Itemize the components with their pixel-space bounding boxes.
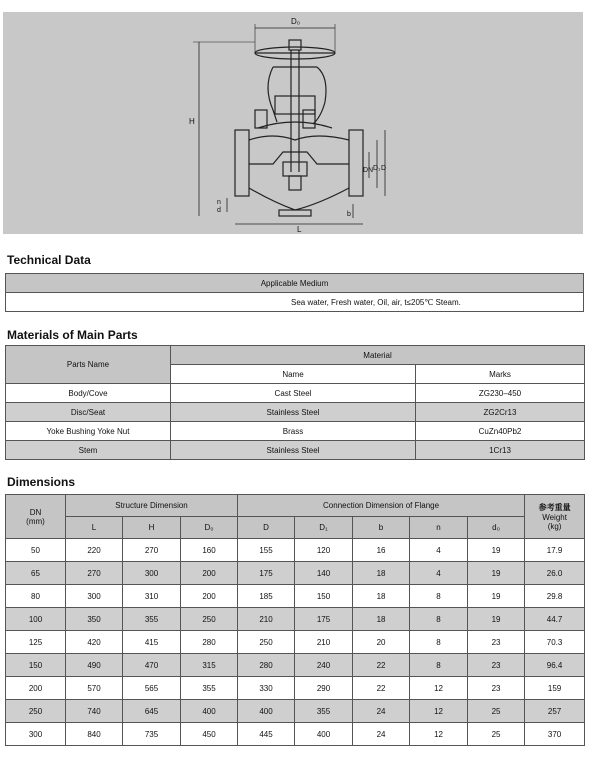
dimension-col-header: D₁ — [295, 517, 353, 539]
dimension-cell: 25 — [468, 723, 525, 746]
dimension-cell: 155 — [238, 539, 295, 562]
dimension-cell: 12 — [410, 723, 468, 746]
dimension-cell: 740 — [66, 700, 123, 723]
label-dn: DN — [363, 167, 374, 174]
dimension-cell: 96.4 — [525, 654, 585, 677]
dimension-cell: 185 — [238, 585, 295, 608]
parts-name-header: Parts Name — [6, 346, 171, 384]
label-d: D — [381, 165, 387, 172]
dimension-cell: 300 — [123, 562, 181, 585]
dimension-cell: 290 — [295, 677, 353, 700]
table-row — [6, 608, 585, 631]
dimension-cell: 100 — [6, 608, 66, 631]
marks-cell: CuZn40Pb2 — [416, 422, 585, 441]
dimension-cell: 12 — [410, 700, 468, 723]
dimension-cell: 330 — [238, 677, 295, 700]
part-cell: Stem — [6, 441, 171, 460]
dimension-cell: 12 — [410, 677, 468, 700]
dimension-cell: 23 — [468, 677, 525, 700]
dimension-cell: 20 — [353, 631, 410, 654]
dn-label: DN — [29, 507, 42, 517]
dimension-cell: 370 — [525, 723, 585, 746]
label-h: H — [189, 117, 195, 126]
valve-drawing — [3, 12, 583, 234]
flange-right — [349, 130, 363, 196]
dimension-cell: 470 — [123, 654, 181, 677]
dimension-cell: 250 — [6, 700, 66, 723]
dimensions-title: Dimensions — [7, 475, 76, 489]
table-row — [6, 441, 585, 460]
label-d1: D₁ — [373, 165, 381, 172]
dimension-cell: 22 — [353, 654, 410, 677]
dimension-cell: 140 — [295, 562, 353, 585]
dimension-cell: 200 — [6, 677, 66, 700]
valve-disc — [283, 162, 307, 176]
table-row — [6, 654, 585, 677]
dimension-col-header: n — [410, 517, 468, 539]
dimension-cell: 18 — [353, 562, 410, 585]
dimension-cell: 240 — [295, 654, 353, 677]
dimension-cell: 445 — [238, 723, 295, 746]
table-row — [6, 384, 585, 403]
dimension-cell: 735 — [123, 723, 181, 746]
dimension-col-header: b — [353, 517, 410, 539]
applicable-medium-header: Applicable Medium — [6, 274, 584, 293]
dimensions-table — [5, 494, 585, 746]
dimension-cell: 65 — [6, 562, 66, 585]
dimension-cell: 420 — [66, 631, 123, 654]
gland-bolt-right — [303, 110, 315, 128]
dimension-cell: 175 — [238, 562, 295, 585]
dimension-cell: 19 — [468, 562, 525, 585]
dimension-cell: 50 — [6, 539, 66, 562]
dimension-cell: 125 — [6, 631, 66, 654]
dimension-cell: 350 — [66, 608, 123, 631]
dimension-cell: 280 — [238, 654, 295, 677]
dimension-cell: 310 — [123, 585, 181, 608]
dimension-cell: 355 — [123, 608, 181, 631]
label-d-small: d — [217, 207, 221, 214]
dimension-cell: 400 — [295, 723, 353, 746]
label-d0: D₀ — [291, 17, 301, 26]
dimension-cell: 450 — [181, 723, 238, 746]
dimension-cell: 160 — [181, 539, 238, 562]
dimension-cell: 120 — [295, 539, 353, 562]
table-row — [6, 539, 585, 562]
dimension-cell: 270 — [66, 562, 123, 585]
marks-header: Marks — [416, 365, 585, 384]
weight-cn-label: 参考重量 — [538, 503, 571, 512]
materials-title: Materials of Main Parts — [7, 328, 138, 342]
part-cell: Disc/Seat — [6, 403, 171, 422]
name-header: Name — [171, 365, 416, 384]
dimension-cell: 280 — [181, 631, 238, 654]
dimension-cell: 23 — [468, 631, 525, 654]
dimension-cell: 70.3 — [525, 631, 585, 654]
dimension-cell: 257 — [525, 700, 585, 723]
dimension-col-header: d₀ — [468, 517, 525, 539]
table-row — [6, 677, 585, 700]
dimension-cell: 8 — [410, 585, 468, 608]
table-row — [6, 562, 585, 585]
dimension-cell: 44.7 — [525, 608, 585, 631]
part-cell: Yoke Bushing Yoke Nut — [6, 422, 171, 441]
table-row — [6, 700, 585, 723]
dimension-cell: 270 — [123, 539, 181, 562]
flange-left — [235, 130, 249, 196]
dimension-cell: 18 — [353, 585, 410, 608]
table-row — [6, 631, 585, 654]
dimension-cell: 315 — [181, 654, 238, 677]
dimension-cell: 175 — [295, 608, 353, 631]
applicable-medium-value: Sea water, Fresh water, Oil, air, t≤205℃ Steam. — [6, 293, 584, 312]
weight-label: Weight — [542, 513, 567, 522]
stem-top — [289, 40, 301, 50]
dimension-cell: 23 — [468, 654, 525, 677]
technical-data-title: Technical Data — [7, 253, 91, 267]
marks-cell: ZG230–450 — [416, 384, 585, 403]
dimension-cell: 150 — [6, 654, 66, 677]
label-n: n — [217, 199, 221, 206]
dimension-cell: 355 — [181, 677, 238, 700]
material-header: Material — [171, 346, 585, 365]
name-cell: Stainless Steel — [171, 441, 416, 460]
dimension-cell: 22 — [353, 677, 410, 700]
dimension-cell: 200 — [181, 562, 238, 585]
materials-table — [5, 345, 585, 460]
table-row — [6, 585, 585, 608]
dimension-cell: 645 — [123, 700, 181, 723]
dimension-cell: 490 — [66, 654, 123, 677]
dimension-cell: 570 — [66, 677, 123, 700]
dn-header — [6, 495, 66, 539]
dimension-cell: 200 — [181, 585, 238, 608]
dimension-cell: 19 — [468, 608, 525, 631]
dimension-cell: 8 — [410, 654, 468, 677]
dimension-cell: 29.8 — [525, 585, 585, 608]
structure-dimension-header: Structure Dimension — [66, 495, 238, 517]
dimension-cell: 24 — [353, 700, 410, 723]
part-cell: Body/Cove — [6, 384, 171, 403]
valve-cross-section-svg — [3, 12, 583, 234]
dimension-cell: 4 — [410, 539, 468, 562]
dimension-cell: 150 — [295, 585, 353, 608]
dimension-cell: 19 — [468, 585, 525, 608]
dimension-col-header: D₀ — [181, 517, 238, 539]
marks-cell: ZG2Cr13 — [416, 403, 585, 422]
dimension-cell: 400 — [181, 700, 238, 723]
dimension-cell: 4 — [410, 562, 468, 585]
dimension-cell: 18 — [353, 608, 410, 631]
name-cell: Cast Steel — [171, 384, 416, 403]
dimension-cell: 80 — [6, 585, 66, 608]
dimension-cell: 16 — [353, 539, 410, 562]
dimension-col-header: L — [66, 517, 123, 539]
dimension-col-header: H — [123, 517, 181, 539]
table-row — [6, 403, 585, 422]
marks-cell: 1Cr13 — [416, 441, 585, 460]
dimension-cell: 250 — [181, 608, 238, 631]
weight-header — [525, 495, 585, 539]
table-row — [6, 422, 585, 441]
dimension-cell: 565 — [123, 677, 181, 700]
dimension-cell: 25 — [468, 700, 525, 723]
dimension-cell: 220 — [66, 539, 123, 562]
dimension-cell: 355 — [295, 700, 353, 723]
label-l: L — [297, 225, 302, 234]
weight-unit: (kg) — [547, 522, 562, 531]
dimension-cell: 300 — [66, 585, 123, 608]
name-cell: Brass — [171, 422, 416, 441]
table-row — [6, 723, 585, 746]
dimension-cell: 8 — [410, 631, 468, 654]
dimension-cell: 17.9 — [525, 539, 585, 562]
label-b: b — [347, 211, 351, 218]
dimension-cell: 210 — [238, 608, 295, 631]
technical-data-table — [5, 273, 584, 312]
dimension-cell: 159 — [525, 677, 585, 700]
connection-dimension-header: Connection Dimension of Flange — [238, 495, 525, 517]
dimension-cell: 415 — [123, 631, 181, 654]
dimension-col-header: D — [238, 517, 295, 539]
dimension-cell: 24 — [353, 723, 410, 746]
dimension-cell: 26.0 — [525, 562, 585, 585]
dimension-cell: 840 — [66, 723, 123, 746]
dimension-cell: 250 — [238, 631, 295, 654]
dimension-cell: 8 — [410, 608, 468, 631]
dimension-cell: 19 — [468, 539, 525, 562]
dn-unit: (mm) — [26, 516, 45, 526]
dimension-cell: 400 — [238, 700, 295, 723]
dimension-cell: 210 — [295, 631, 353, 654]
name-cell: Stainless Steel — [171, 403, 416, 422]
dimension-cell: 300 — [6, 723, 66, 746]
